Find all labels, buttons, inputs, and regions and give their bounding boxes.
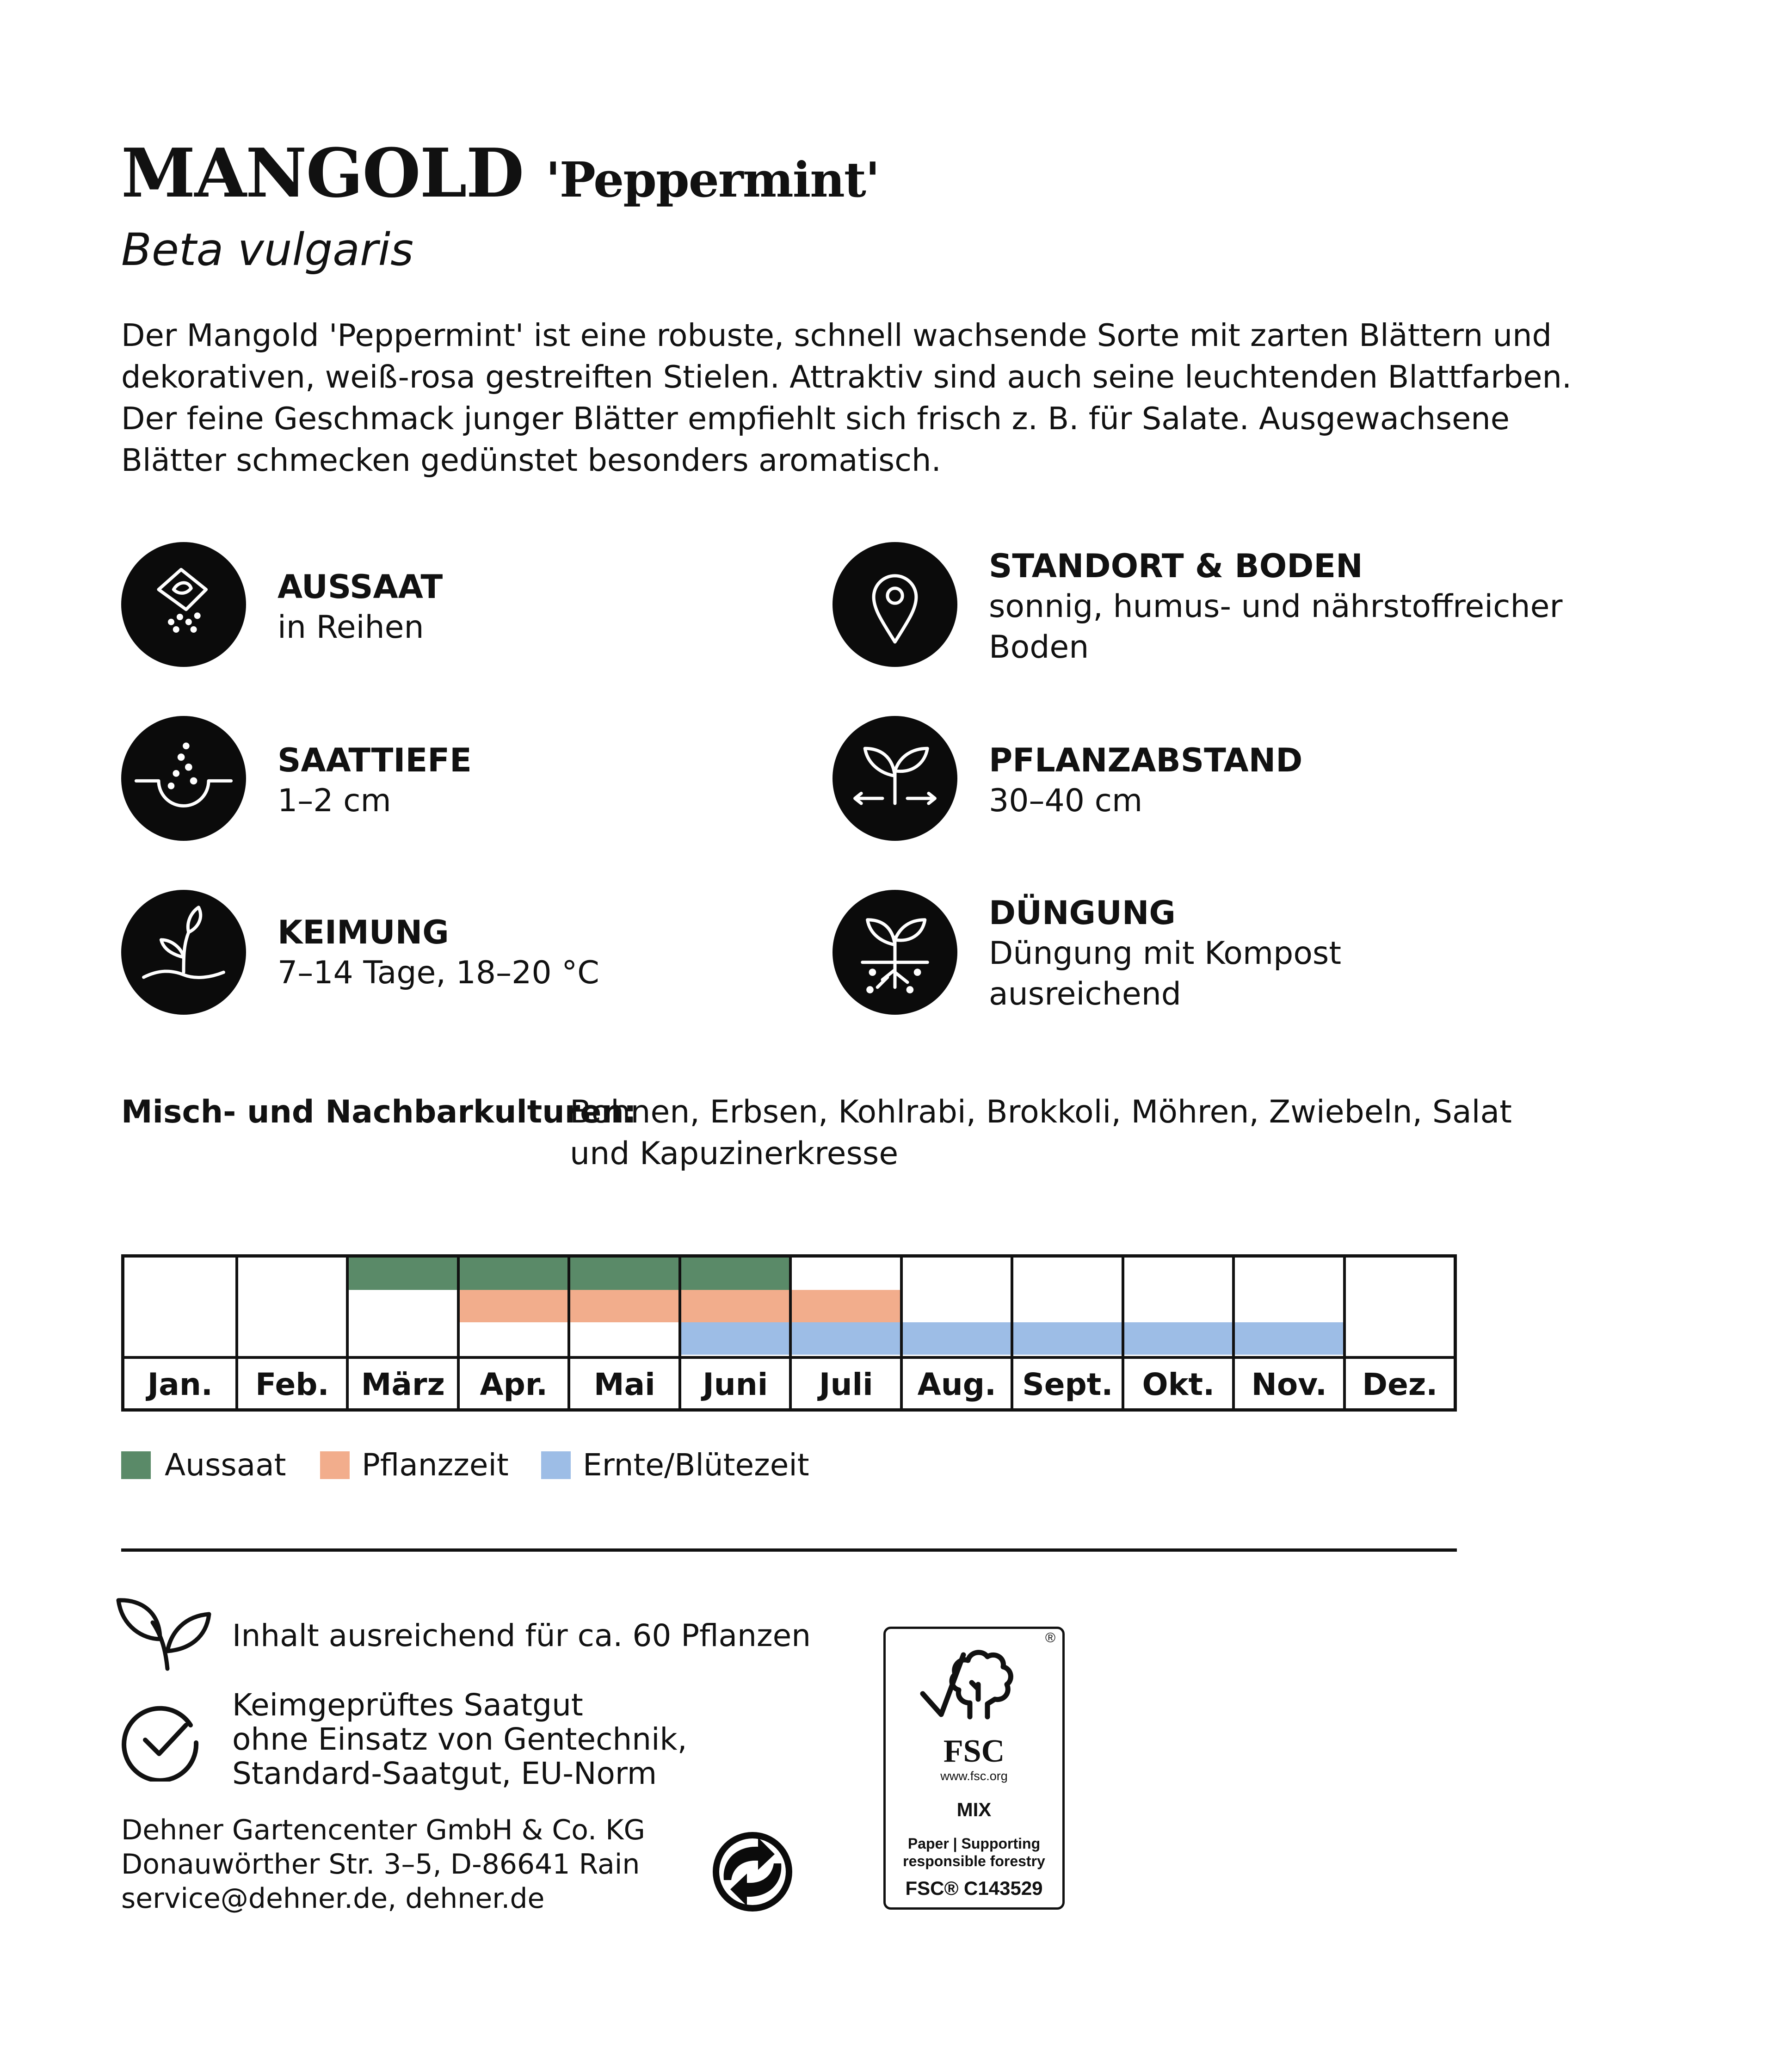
legend-label: Aussaat xyxy=(165,1447,286,1483)
property-value: Düngung mit Kompost xyxy=(989,935,1342,972)
description xyxy=(121,314,1694,481)
month-label: Feb. xyxy=(238,1356,347,1412)
legend-swatch xyxy=(121,1451,151,1479)
property-heading: PFLANZABSTAND xyxy=(989,741,1303,779)
product-variety: 'Peppermint' xyxy=(545,151,879,208)
month-cell xyxy=(124,1258,236,1412)
fsc-code: FSC® C143529 xyxy=(905,1877,1043,1899)
plant-roots-icon xyxy=(832,890,957,1015)
companion-line: Bohnen, Erbsen, Kohlrabi, Brokkoli, Möhren, Zwiebeln, Salat xyxy=(570,1094,1512,1130)
seedling-icon xyxy=(121,890,246,1015)
companion-list xyxy=(570,1092,1512,1175)
quality-note xyxy=(232,1688,687,1791)
property-duengung xyxy=(989,893,1341,1015)
month-label: Okt. xyxy=(1124,1356,1233,1412)
period-bar-pflanzzeit xyxy=(681,1290,789,1322)
address-line: Donauwörther Str. 3–5, D-86641 Rain xyxy=(121,1848,640,1881)
registered-mark: ® xyxy=(1045,1630,1056,1646)
legend-swatch xyxy=(320,1451,350,1479)
address-line: service@dehner.de, dehner.de xyxy=(121,1882,545,1915)
property-keimung xyxy=(278,912,599,993)
fsc-claim-line: Paper | Supporting xyxy=(907,1835,1041,1852)
description-line: dekorativen, weiß-rosa gestreiften Stielen. Attraktiv sind auch seine leuchtenden Blattfarben. xyxy=(121,359,1572,395)
month-label: Nov. xyxy=(1235,1356,1344,1412)
period-bar-aussaat xyxy=(460,1258,568,1290)
content-note: Inhalt ausreichend für ca. 60 Pflanzen xyxy=(232,1618,811,1653)
property-saattiefe xyxy=(278,740,472,821)
description-line: Der feine Geschmack junger Blätter empfiehlt sich frisch z. B. für Salate. Ausgewachsene xyxy=(121,401,1510,437)
month-label: Dez. xyxy=(1346,1356,1455,1412)
month-cell xyxy=(235,1258,347,1412)
property-aussaat xyxy=(278,567,443,648)
legend-swatch xyxy=(541,1451,571,1479)
divider xyxy=(121,1548,1457,1552)
month-label: Mai xyxy=(570,1356,679,1412)
property-value: 7–14 Tage, 18–20 °C xyxy=(278,955,599,991)
quality-line: Standard-Saatgut, EU-Norm xyxy=(232,1756,657,1791)
product-title xyxy=(121,134,879,219)
period-bar-aussaat xyxy=(349,1258,457,1290)
company-address xyxy=(121,1813,645,1916)
property-heading: DÜNGUNG xyxy=(989,894,1176,932)
period-bar-aussaat xyxy=(570,1258,678,1290)
period-bar-ernte-blütezeit xyxy=(792,1322,900,1355)
month-label: Apr. xyxy=(460,1356,568,1412)
plant-spacing-icon xyxy=(832,716,957,841)
address-line: Dehner Gartencenter GmbH & Co. KG xyxy=(121,1814,645,1846)
legend-label: Ernte/Blütezeit xyxy=(583,1447,809,1483)
month-cell xyxy=(1343,1258,1455,1412)
month-label: Jan. xyxy=(124,1356,236,1412)
property-value: 30–40 cm xyxy=(989,783,1143,819)
checkmark-circle-icon xyxy=(121,1698,204,1782)
product-name: MANGOLD xyxy=(121,134,524,213)
month-label: Juli xyxy=(792,1356,900,1412)
period-bar-ernte-blütezeit xyxy=(1013,1322,1122,1355)
property-standort xyxy=(989,546,1562,668)
location-pin-icon xyxy=(832,542,957,667)
quality-line: Keimgeprüftes Saatgut xyxy=(232,1687,583,1723)
property-heading: STANDORT & BODEN xyxy=(989,547,1363,585)
property-value: in Reihen xyxy=(278,609,424,646)
property-heading: KEIMUNG xyxy=(278,913,449,951)
description-line: Blätter schmecken gedünstet besonders aromatisch. xyxy=(121,442,941,478)
property-value: sonnig, humus- und nährstoffreicher xyxy=(989,588,1563,625)
property-heading: SAATTIEFE xyxy=(278,741,472,779)
period-bar-pflanzzeit xyxy=(570,1290,678,1322)
description-line: Der Mangold 'Peppermint' ist eine robuste, schnell wachsende Sorte mit zarten Blättern und xyxy=(121,317,1552,353)
fsc-name: FSC xyxy=(943,1733,1005,1769)
property-value: ausreichend xyxy=(989,976,1181,1012)
companion-label: Misch- und Nachbarkulturen: xyxy=(121,1094,636,1130)
property-pflanzabstand xyxy=(989,740,1302,821)
green-dot-recycling-icon xyxy=(710,1829,795,1914)
latin-name: Beta vulgaris xyxy=(121,224,414,276)
period-bar-ernte-blütezeit xyxy=(681,1322,789,1355)
month-label: Sept. xyxy=(1013,1356,1122,1412)
leaves-icon xyxy=(116,1595,213,1673)
companion-line: und Kapuzinerkresse xyxy=(570,1135,899,1172)
fsc-tree-logo-icon xyxy=(918,1638,1034,1731)
month-label: März xyxy=(349,1356,457,1412)
period-bar-ernte-blütezeit xyxy=(1235,1322,1343,1355)
season-calendar xyxy=(121,1254,1457,1412)
sowing-depth-icon xyxy=(121,716,246,841)
property-value: 1–2 cm xyxy=(278,783,391,819)
legend-label: Pflanzzeit xyxy=(362,1447,509,1483)
month-label: Aug. xyxy=(903,1356,1011,1412)
fsc-url: www.fsc.org xyxy=(940,1769,1008,1783)
seed-packet-icon xyxy=(121,542,246,667)
fsc-claim xyxy=(886,1835,1062,1870)
fsc-label xyxy=(883,1627,1065,1910)
period-bar-pflanzzeit xyxy=(792,1290,900,1322)
month-label: Juni xyxy=(681,1356,790,1412)
fsc-type: MIX xyxy=(956,1799,992,1820)
period-bar-ernte-blütezeit xyxy=(903,1322,1011,1355)
quality-line: ohne Einsatz von Gentechnik, xyxy=(232,1721,687,1757)
property-heading: AUSSAAT xyxy=(278,568,443,606)
property-value: Boden xyxy=(989,629,1089,666)
period-bar-aussaat xyxy=(681,1258,789,1290)
period-bar-ernte-blütezeit xyxy=(1124,1322,1233,1355)
fsc-claim-line: responsible forestry xyxy=(903,1853,1045,1869)
period-bar-pflanzzeit xyxy=(460,1290,568,1322)
